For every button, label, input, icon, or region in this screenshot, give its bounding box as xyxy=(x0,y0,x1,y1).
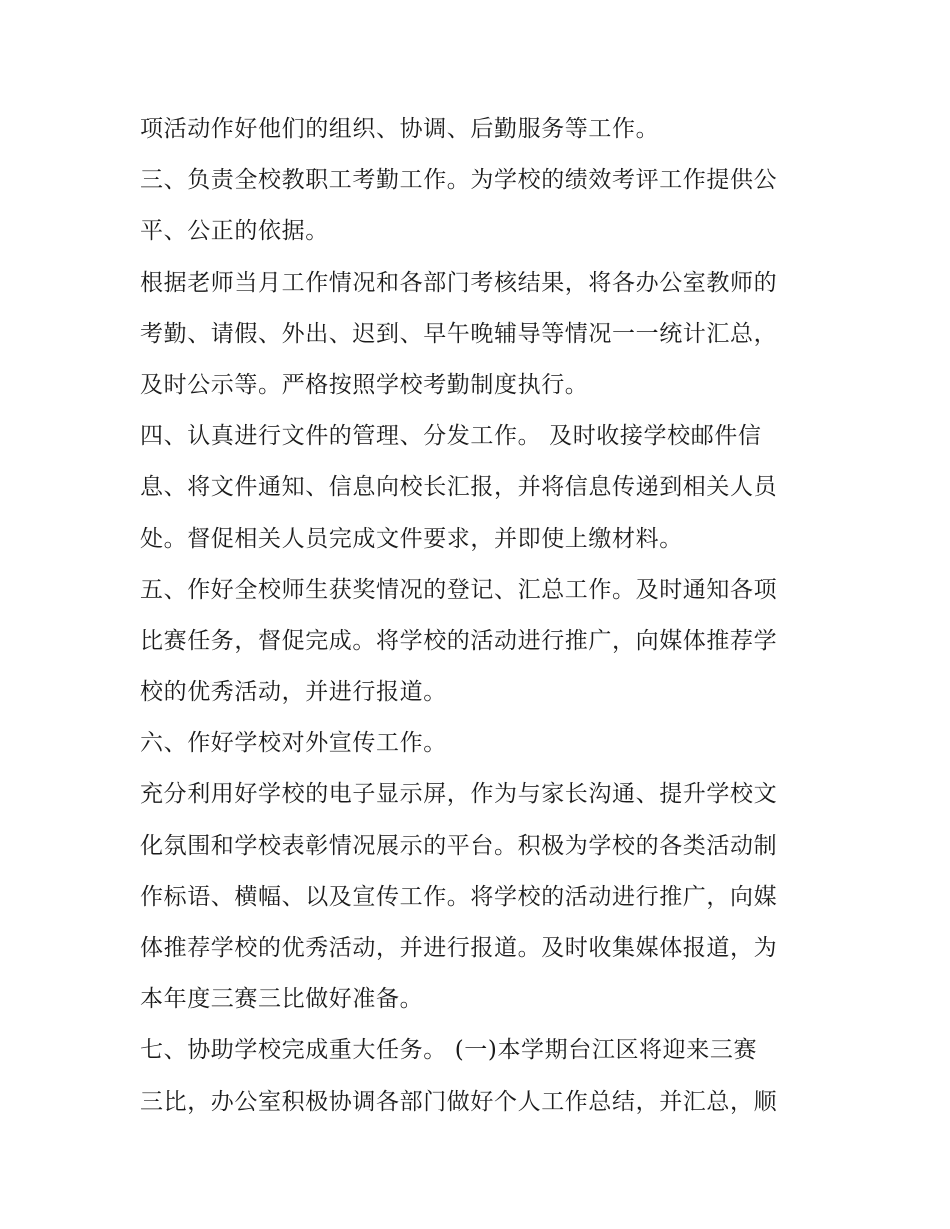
text-line: 校的优秀活动，并进行报道。 xyxy=(140,679,447,706)
text-line: 项活动作好他们的组织、协调、后勤服务等工作。 xyxy=(140,116,660,142)
text-line: 充分利用好学校的电子显示屏，作为与家长沟通、提升学校文 xyxy=(140,781,778,808)
text-line: 平、公正的依据。 xyxy=(140,218,329,245)
text-line: 四、认真进行文件的管理、分发工作。 及时收接学校邮件信 xyxy=(140,423,762,450)
text-line: 及时公示等。严格按照学校考勤制度执行。 xyxy=(140,371,589,398)
text-line: 根据老师当月工作情况和各部门考核结果，将各办公室教师的 xyxy=(140,269,778,296)
text-line: 六、作好学校对外宣传工作。 xyxy=(140,730,447,757)
text-line: 本年度三赛三比做好准备。 xyxy=(140,986,424,1013)
text-line: 体推荐学校的优秀活动，并进行报道。及时收集媒体报道，为 xyxy=(140,935,778,961)
text-line: 五、作好全校师生获奖情况的登记、汇总工作。及时通知各项 xyxy=(140,576,778,603)
text-line: 息、将文件通知、信息向校长汇报，并将信息传递到相关人员 xyxy=(140,474,778,501)
text-line: 七、协助学校完成重大任务。 (一)本学期台江区将迎来三赛 xyxy=(140,1037,758,1064)
text-line: 化氛围和学校表彰情况展示的平台。积极为学校的各类活动制 xyxy=(140,832,778,859)
document-body xyxy=(140,104,820,1128)
text-line: 考勤、请假、外出、迟到、早午晚辅导等情况一一统计汇总， xyxy=(140,320,778,347)
text-line: 三、负责全校教职工考勤工作。为学校的绩效考评工作提供公 xyxy=(140,167,778,194)
text-line: 三比，办公室积极协调各部门做好个人工作总结，并汇总，顺 xyxy=(140,1088,778,1115)
text-line: 比赛任务，督促完成。将学校的活动进行推广，向媒体推荐学 xyxy=(140,627,778,654)
text-line: 处。督促相关人员完成文件要求，并即使上缴材料。 xyxy=(140,525,683,552)
text-line: 作标语、横幅、以及宣传工作。将学校的活动进行推广，向媒 xyxy=(140,883,778,910)
